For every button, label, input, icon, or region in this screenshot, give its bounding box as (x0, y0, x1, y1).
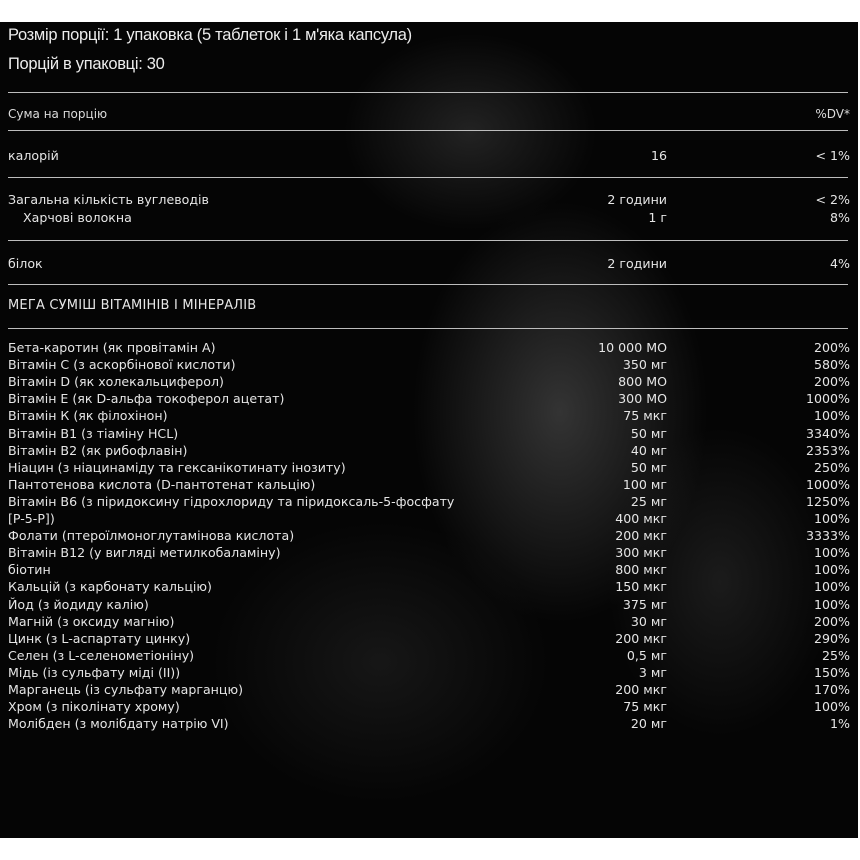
ingredient-row (8, 493, 850, 511)
ingredient-row (8, 442, 850, 460)
nutrient-name: Вітамін B12 (у вигляді метилкобаламіну) (8, 545, 281, 561)
nutrient-name: біотин (8, 562, 51, 578)
ingredient-row (8, 527, 850, 545)
nutrient-name: Вітамін К (як філохінон) (8, 408, 168, 424)
serving-size: Розмір порції: 1 упаковка (5 таблеток і 1 м'яка капсула) (8, 26, 412, 44)
nutrient-dv: 4% (830, 256, 850, 271)
nutrient-name: [P-5-P]) (8, 511, 55, 526)
nutrient-name: Загальна кількість вуглеводів (8, 192, 209, 207)
nutrient-name: Вітамін B6 (з піридоксину гідрохлориду та піридоксаль-5-фосфату (8, 493, 455, 509)
amount-per-serving-header: Сума на порцію (8, 107, 108, 121)
ingredient-row (8, 578, 850, 596)
ingredient-row (8, 390, 850, 408)
blend-title: МЕГА СУМІШ ВІТАМІНІВ І МІНЕРАЛІВ (8, 298, 257, 313)
ingredient-row (8, 407, 850, 425)
ingredient-row (8, 476, 850, 494)
nutrient-amount: 0,5 мг (626, 647, 667, 663)
ingredient-row (8, 630, 850, 648)
ingredient-row (8, 356, 850, 374)
nutrient-name: Вітамін B2 (як рибофлавін) (8, 442, 188, 458)
nutrient-dv: 150% (813, 664, 850, 680)
nutrient-amount: 2 години (607, 192, 667, 207)
nutrient-name: Бета-каротин (як провітамін A) (8, 340, 216, 355)
nutrient-amount: 100 мг (622, 476, 667, 492)
nutrient-dv: 250% (813, 459, 850, 475)
nutrient-amount: 800 МО (618, 374, 667, 390)
nutrient-dv: 100% (813, 596, 850, 612)
nutrient-name: Селен (з L-селенометіоніну) (8, 647, 195, 663)
divider (8, 328, 848, 329)
nutrient-dv: < 2% (815, 192, 850, 207)
nutrient-name: Хром (з піколінату хрому) (8, 699, 180, 715)
nutrient-dv: 1250% (805, 493, 850, 509)
nutrient-amount: 30 мг (630, 613, 667, 629)
nutrient-name: Вітамін E (як D-альфа токоферол ацетат) (8, 391, 285, 407)
nutrient-amount: 75 мкг (623, 699, 667, 715)
nutrient-name: Ніацин (з ніацинаміду та гексанікотинату інозиту) (8, 459, 346, 475)
ingredient-row (8, 561, 850, 579)
nutrient-name: Пантотенова кислота (D-пантотенат кальцію) (8, 476, 316, 492)
nutrient-dv: 290% (813, 630, 850, 646)
ingredient-row (8, 425, 850, 443)
ingredient-row (8, 544, 850, 562)
dv-header: %DV* (815, 107, 850, 121)
nutrient-amount: 800 мкг (615, 562, 667, 578)
nutrient-name: Вітамін D (як холекальциферол) (8, 374, 224, 390)
divider (8, 284, 848, 285)
carbohydrates-row (8, 191, 850, 209)
nutrient-dv: 200% (813, 374, 850, 390)
nutrient-dv: 1000% (805, 391, 850, 407)
nutrient-dv: 1% (830, 716, 850, 732)
nutrient-dv: 200% (813, 340, 850, 355)
nutrient-amount: 40 мг (630, 442, 667, 458)
nutrient-name: Магній (з оксиду магнію) (8, 613, 175, 629)
nutrient-amount: 16 (650, 148, 667, 163)
nutrient-name: Молібден (з молібдату натрію VI) (8, 716, 229, 732)
nutrient-name: Вітамін B1 (з тіаміну HCL) (8, 425, 179, 441)
nutrient-amount: 10 000 МО (598, 340, 667, 355)
nutrient-amount: 50 мг (630, 425, 667, 441)
divider (8, 92, 848, 93)
nutrient-name: Фолати (птероїлмоноглутамінова кислота) (8, 528, 295, 544)
nutrient-amount: 1 г (648, 210, 667, 225)
fiber-row (8, 209, 850, 227)
nutrient-amount: 350 мг (622, 357, 667, 373)
divider (8, 177, 848, 178)
ingredient-row (8, 681, 850, 699)
nutrient-dv: 100% (813, 579, 850, 595)
calories-row (8, 147, 850, 165)
ingredient-row (8, 596, 850, 614)
nutrient-dv: 8% (830, 210, 850, 225)
nutrient-dv: < 1% (815, 148, 850, 163)
nutrient-dv: 100% (813, 699, 850, 715)
nutrient-name: Цинк (з L-аспартату цинку) (8, 630, 191, 646)
protein-row (8, 255, 850, 273)
nutrient-amount: 2 години (607, 256, 667, 271)
nutrient-name: Марганець (із сульфату марганцю) (8, 682, 243, 697)
nutrient-dv: 200% (813, 613, 850, 629)
nutrient-name: калорій (8, 148, 59, 163)
servings-per-container: Порцій в упаковці: 30 (8, 55, 165, 73)
nutrient-amount: 150 мкг (615, 579, 667, 595)
nutrient-amount: 300 МО (618, 391, 667, 407)
nutrient-name: Вітамін C (з аскорбінової кислоти) (8, 357, 236, 373)
nutrient-dv: 580% (813, 357, 850, 373)
ingredient-row (8, 647, 850, 665)
nutrient-name: Йод (з йодиду калію) (8, 596, 149, 612)
ingredient-row (8, 339, 850, 357)
ingredient-row (8, 715, 850, 733)
nutrient-amount: 300 мкг (615, 545, 667, 561)
ingredient-row (8, 698, 850, 716)
nutrient-amount: 200 мкг (615, 630, 667, 646)
divider (8, 240, 848, 241)
ingredient-row (8, 510, 850, 528)
nutrient-amount: 50 мг (630, 459, 667, 475)
nutrient-dv: 100% (813, 545, 850, 561)
ingredient-row (8, 613, 850, 631)
nutrient-dv: 1000% (805, 476, 850, 492)
nutrient-dv: 100% (813, 511, 850, 526)
nutrient-amount: 75 мкг (623, 408, 667, 424)
nutrient-name: Харчові волокна (23, 210, 132, 225)
nutrient-name: білок (8, 256, 43, 271)
nutrient-dv: 3333% (805, 528, 850, 544)
nutrient-amount: 3 мг (638, 664, 667, 680)
nutrient-dv: 100% (813, 562, 850, 578)
nutrient-amount: 200 мкг (615, 528, 667, 544)
nutrient-amount: 200 мкг (615, 682, 667, 697)
nutrient-amount: 20 мг (630, 716, 667, 732)
nutrient-amount: 400 мкг (615, 511, 667, 526)
nutrient-amount: 375 мг (622, 596, 667, 612)
nutrient-dv: 2353% (805, 442, 850, 458)
nutrient-amount: 25 мг (630, 493, 667, 509)
nutrient-dv: 3340% (805, 425, 850, 441)
nutrient-dv: 25% (822, 647, 850, 663)
ingredient-row (8, 459, 850, 477)
divider (8, 130, 848, 131)
nutrient-dv: 170% (813, 682, 850, 697)
nutrient-name: Кальцій (з карбонату кальцію) (8, 579, 212, 595)
supplement-facts-panel (0, 22, 858, 838)
nutrient-name: Мідь (із сульфату міді (II)) (8, 664, 181, 680)
ingredient-row (8, 664, 850, 682)
nutrient-dv: 100% (813, 408, 850, 424)
ingredient-row (8, 373, 850, 391)
